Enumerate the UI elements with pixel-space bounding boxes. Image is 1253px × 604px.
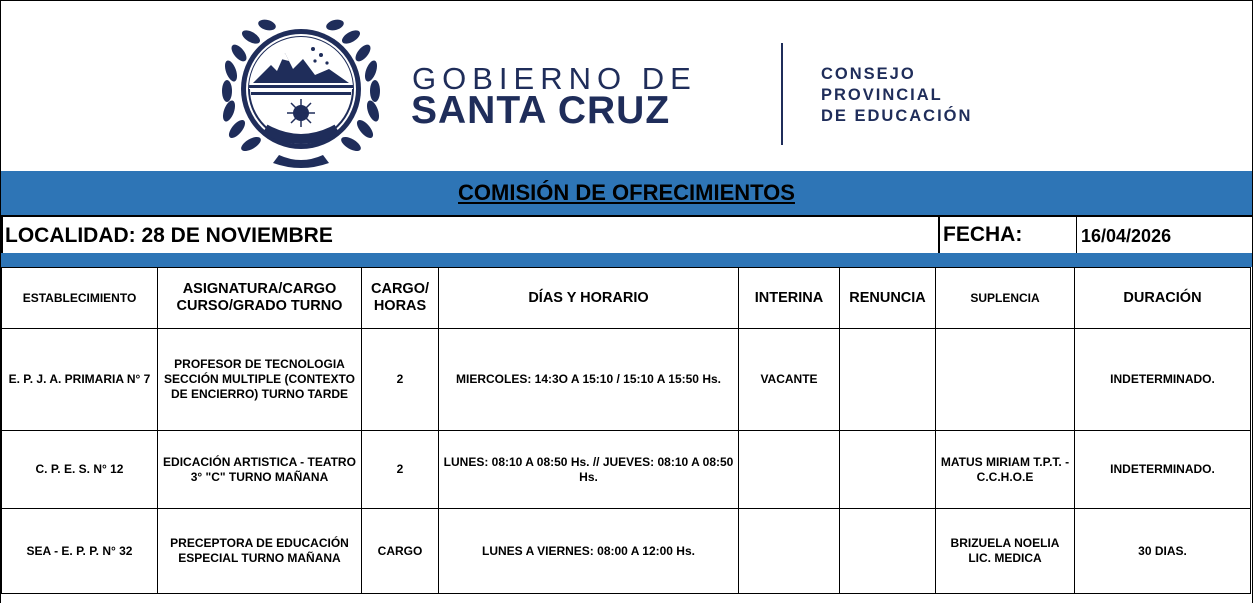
header-asignatura: ASIGNATURA/CARGO CURSO/GRADO TURNO: [158, 268, 362, 329]
cell-cargo-horas: CARGO: [362, 509, 439, 594]
fecha-label: FECHA:: [943, 223, 1023, 246]
separator-band: [1, 253, 1252, 267]
cell-asignatura: PROFESOR DE TECNOLOGIA SECCIÓN MULTIPLE (CONTEXTO DE ENCIERRO) TURNO TARDE: [158, 329, 362, 431]
cell-cargo-horas: 2: [362, 329, 439, 431]
header-dias-horario: DÍAS Y HORARIO: [439, 268, 739, 329]
header-establecimiento: ESTABLECIMIENTO: [2, 268, 158, 329]
cell-asignatura: PRECEPTORA DE EDUCACIÓN ESPECIAL TURNO MAÑANA: [158, 509, 362, 594]
info-divider: [938, 217, 940, 253]
table-row: [2, 329, 1251, 431]
cell-suplencia: [936, 329, 1075, 431]
header-suplencia: SUPLENCIA: [936, 268, 1075, 329]
fecha-value: 16/04/2026: [1081, 226, 1172, 246]
letterhead: [1, 1, 1252, 171]
info-row: [1, 215, 1253, 255]
offers-table: [1, 267, 1251, 594]
table-row: [2, 509, 1251, 594]
consejo-line: DE EDUCACIÓN: [821, 107, 973, 125]
santa-cruz-seal-logo: [219, 13, 383, 171]
cell-dias-horario: LUNES: 08:10 A 08:50 Hs. // JUEVES: 08:10 A 08:50 Hs.: [439, 431, 739, 509]
cell-establecimiento: C. P. E. S. N° 12: [2, 431, 158, 509]
consejo-line: PROVINCIAL: [821, 86, 943, 104]
cell-establecimiento: E. P. J. A. PRIMARIA N° 7: [2, 329, 158, 431]
header-interina: INTERINA: [739, 268, 840, 329]
table-row: [2, 431, 1251, 509]
gobierno-title-line1: GOBIERNO DE: [412, 61, 697, 96]
cell-suplencia: MATUS MIRIAM T.P.T. - C.C.H.O.E: [936, 431, 1075, 509]
header-renuncia: RENUNCIA: [840, 268, 936, 329]
cell-duracion: 30 DIAS.: [1075, 509, 1251, 594]
info-divider: [1076, 217, 1077, 253]
cell-interina: VACANTE: [739, 329, 840, 431]
gobierno-title-line2: SANTA CRUZ: [411, 89, 671, 132]
table-header-row: [2, 268, 1251, 329]
header-cargo-horas: CARGO/ HORAS: [362, 268, 439, 329]
header-divider: [781, 43, 783, 145]
cell-renuncia: [840, 509, 936, 594]
cell-cargo-horas: 2: [362, 431, 439, 509]
cell-suplencia: BRIZUELA NOELIA LIC. MEDICA: [936, 509, 1075, 594]
localidad-label: LOCALIDAD: 28 DE NOVIEMBRE: [5, 224, 333, 247]
document-title: COMISIÓN DE OFRECIMIENTOS: [458, 180, 795, 205]
header-duracion: DURACIÓN: [1075, 268, 1251, 329]
cell-dias-horario: LUNES A VIERNES: 08:00 A 12:00 Hs.: [439, 509, 739, 594]
consejo-provincial-text: [821, 64, 972, 127]
cell-renuncia: [840, 431, 936, 509]
cell-asignatura: EDICACIÓN ARTISTICA - TEATRO 3° "C" TURNO MAÑANA: [158, 431, 362, 509]
cell-dias-horario: MIERCOLES: 14:3O A 15:10 / 15:10 A 15:50 Hs.: [439, 329, 739, 431]
cell-duracion: INDETERMINADO.: [1075, 431, 1251, 509]
cell-renuncia: [840, 329, 936, 431]
cell-duracion: INDETERMINADO.: [1075, 329, 1251, 431]
cell-interina: [739, 431, 840, 509]
consejo-line: CONSEJO: [821, 65, 916, 83]
cell-establecimiento: SEA - E. P. P. N° 32: [2, 509, 158, 594]
cell-interina: [739, 509, 840, 594]
